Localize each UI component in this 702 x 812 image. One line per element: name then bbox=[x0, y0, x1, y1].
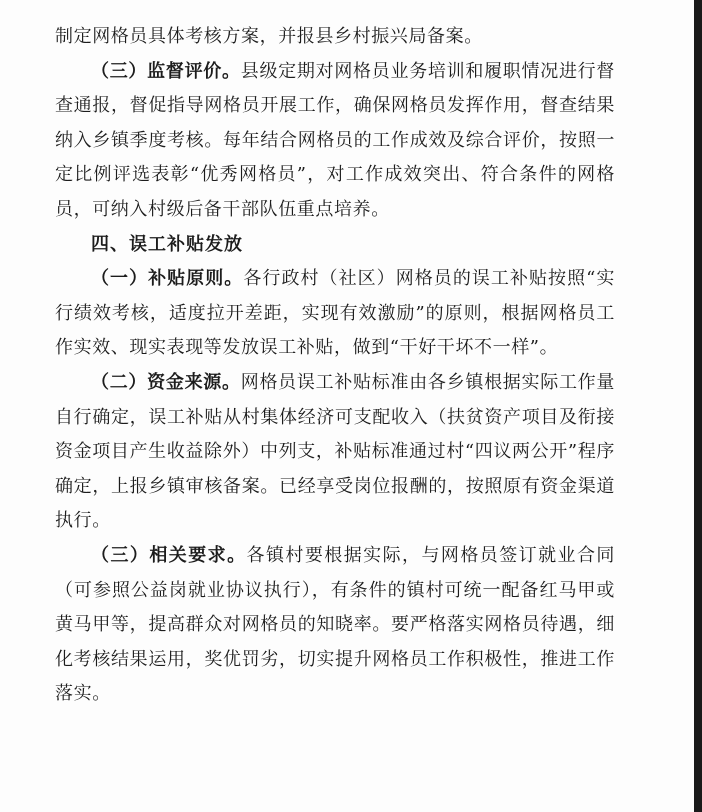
document-body bbox=[55, 20, 615, 712]
paragraph-fund-source bbox=[55, 366, 615, 539]
paragraph-subsidy-principle bbox=[55, 262, 615, 366]
subsection-body-fund-source: 网格员误工补贴标准由各乡镇根据实际工作量自行确定，误工补贴从村集体经济可支配收入（扶贫资产项目及衔接资金项目产生收益除外）中列支，补贴标准通过村“四议两公开”程序确定，上报乡镇审核备案。已经享受岗位报酬的，按照原有资金渠道执行。 bbox=[55, 371, 615, 532]
subsection-body-supervision: 县级定期对网格员业务培训和履职情况进行督查通报，督促指导网格员开展工作，确保网格员发挥作用，督查结果纳入乡镇季度考核。每年结合网格员的工作成效及综合评价，按照一定比例评选表彰“优秀网格员”，对工作成效突出、符合条件的网格员，可纳入村级后备干部队伍重点培养。 bbox=[55, 60, 615, 220]
subsection-title-fund-source: （二）资金来源。 bbox=[91, 371, 241, 393]
paragraph-continuation: 制定网格员具体考核方案，并报县乡村振兴局备案。 bbox=[55, 26, 483, 47]
section-heading-subsidy: 四、误工补贴发放 bbox=[91, 233, 243, 255]
subsection-body-principle: 各行政村（社区）网格员的误工补贴按照“实行绩效考核，适度拉开差距，实现有效激励”的原则，根据网格员工作实效、现实表现等发放误工补贴，做到“干好干坏不一样”。 bbox=[55, 268, 615, 359]
paragraph-supervision bbox=[55, 55, 615, 228]
scan-edge-shadow bbox=[694, 0, 702, 812]
subsection-title-requirements: （三）相关要求。 bbox=[91, 544, 247, 566]
subsection-title-principle: （一）补贴原则。 bbox=[91, 268, 244, 290]
paragraph-requirements bbox=[55, 539, 615, 712]
subsection-title-supervision: （三）监督评价。 bbox=[91, 60, 241, 82]
subsection-body-requirements: 各镇村要根据实际，与网格员签订就业合同（可参照公益岗就业协议执行），有条件的镇村可统一配备红马甲或黄马甲等，提高群众对网格员的知晓率。要严格落实网格员待遇，细化考核结果运用，奖优罚劣，切实提升网格员工作积极性，推进工作落实。 bbox=[55, 544, 615, 705]
